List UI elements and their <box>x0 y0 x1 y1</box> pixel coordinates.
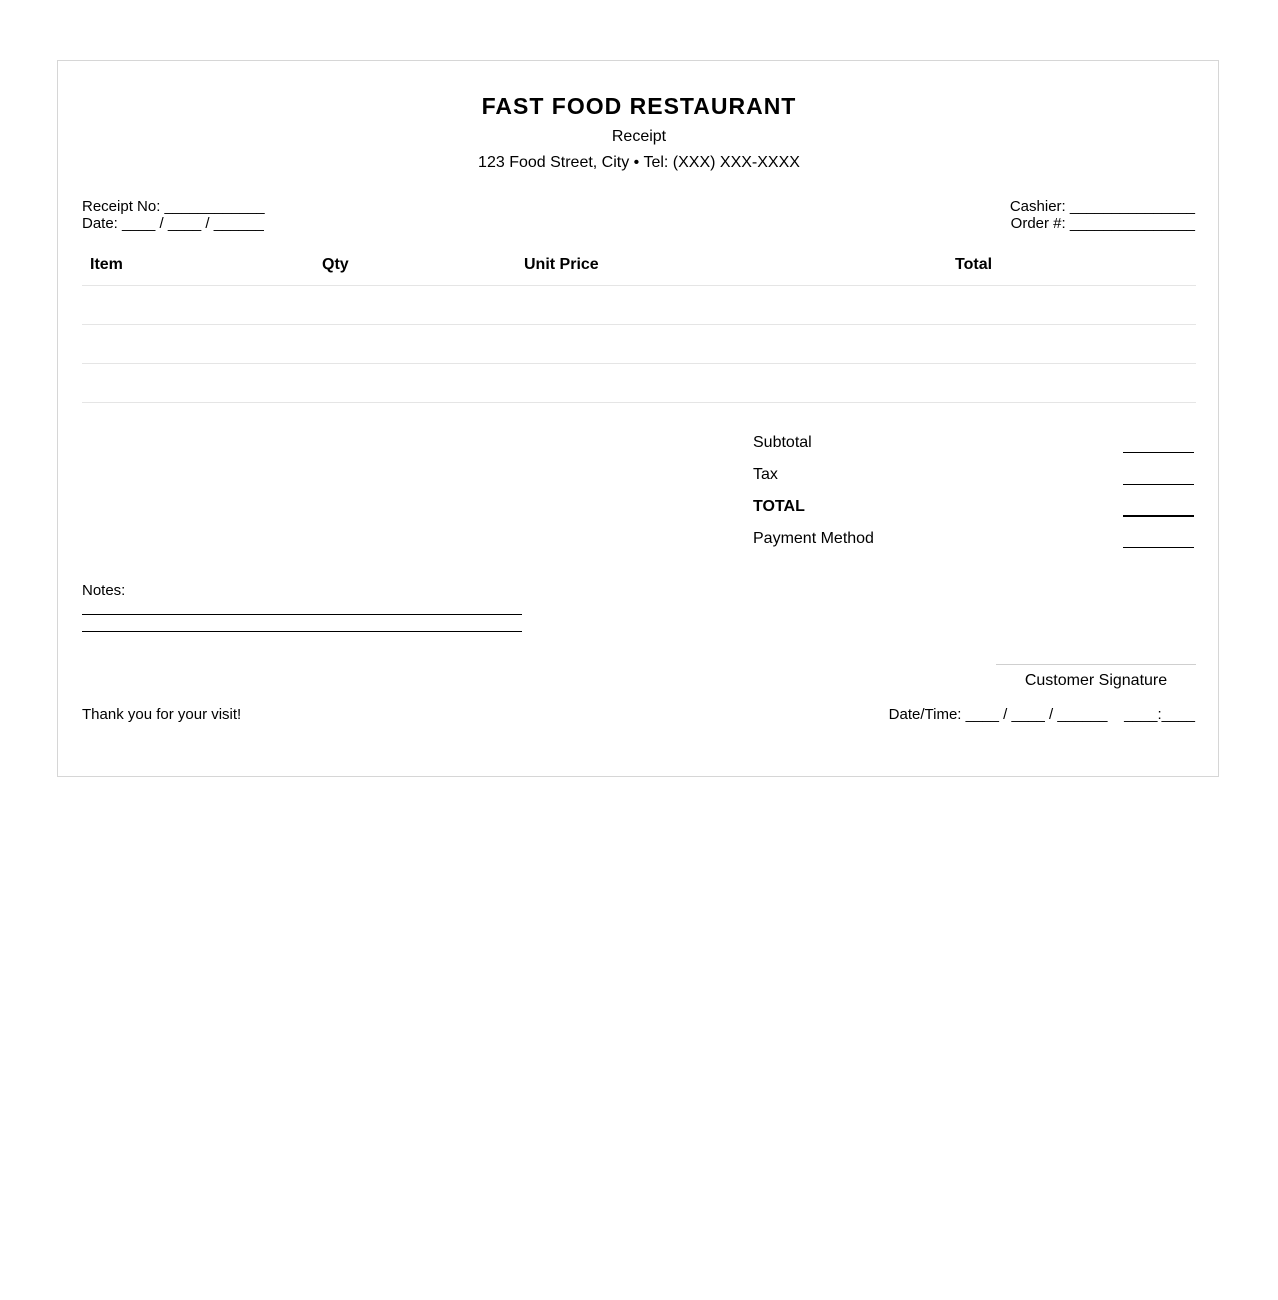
restaurant-title: FAST FOOD RESTAURANT <box>481 93 797 119</box>
total-label: TOTAL <box>753 498 805 515</box>
receipt-number-field: Receipt No: ____________ <box>82 198 265 215</box>
table-row <box>82 402 1196 403</box>
customer-signature-label: Customer Signature <box>1024 672 1168 689</box>
total-blank <box>1123 515 1194 517</box>
subtotal-label: Subtotal <box>753 434 812 451</box>
receipt-card <box>57 60 1219 777</box>
order-number-field: Order #: _______________ <box>1010 215 1195 232</box>
tax-label: Tax <box>753 466 778 483</box>
signature-line <box>996 664 1196 665</box>
thank-you-message: Thank you for your visit! <box>82 706 242 723</box>
column-header-qty: Qty <box>322 256 349 273</box>
payment-method-label: Payment Method <box>753 530 874 547</box>
receipt-subtitle: Receipt <box>611 128 667 145</box>
restaurant-address: 123 Food Street, City • Tel: (XXX) XXX-XXXX <box>478 154 800 171</box>
column-header-unit-price: Unit Price <box>524 256 599 273</box>
table-row <box>82 363 1196 364</box>
tax-blank <box>1123 484 1194 485</box>
cashier-field: Cashier: _______________ <box>1009 198 1195 215</box>
notes-line <box>82 614 522 615</box>
date-time-field: Date/Time: ____ / ____ / ______ ____:____ <box>888 706 1195 723</box>
subtotal-blank <box>1123 452 1194 453</box>
column-header-item: Item <box>90 256 123 273</box>
payment-method-blank <box>1123 547 1194 548</box>
notes-line <box>82 631 522 632</box>
column-header-total: Total <box>955 256 993 273</box>
table-row <box>82 324 1196 325</box>
table-header-divider <box>82 285 1196 286</box>
notes-label: Notes: <box>82 582 126 599</box>
date-field: Date: ____ / ____ / ______ <box>82 215 264 232</box>
